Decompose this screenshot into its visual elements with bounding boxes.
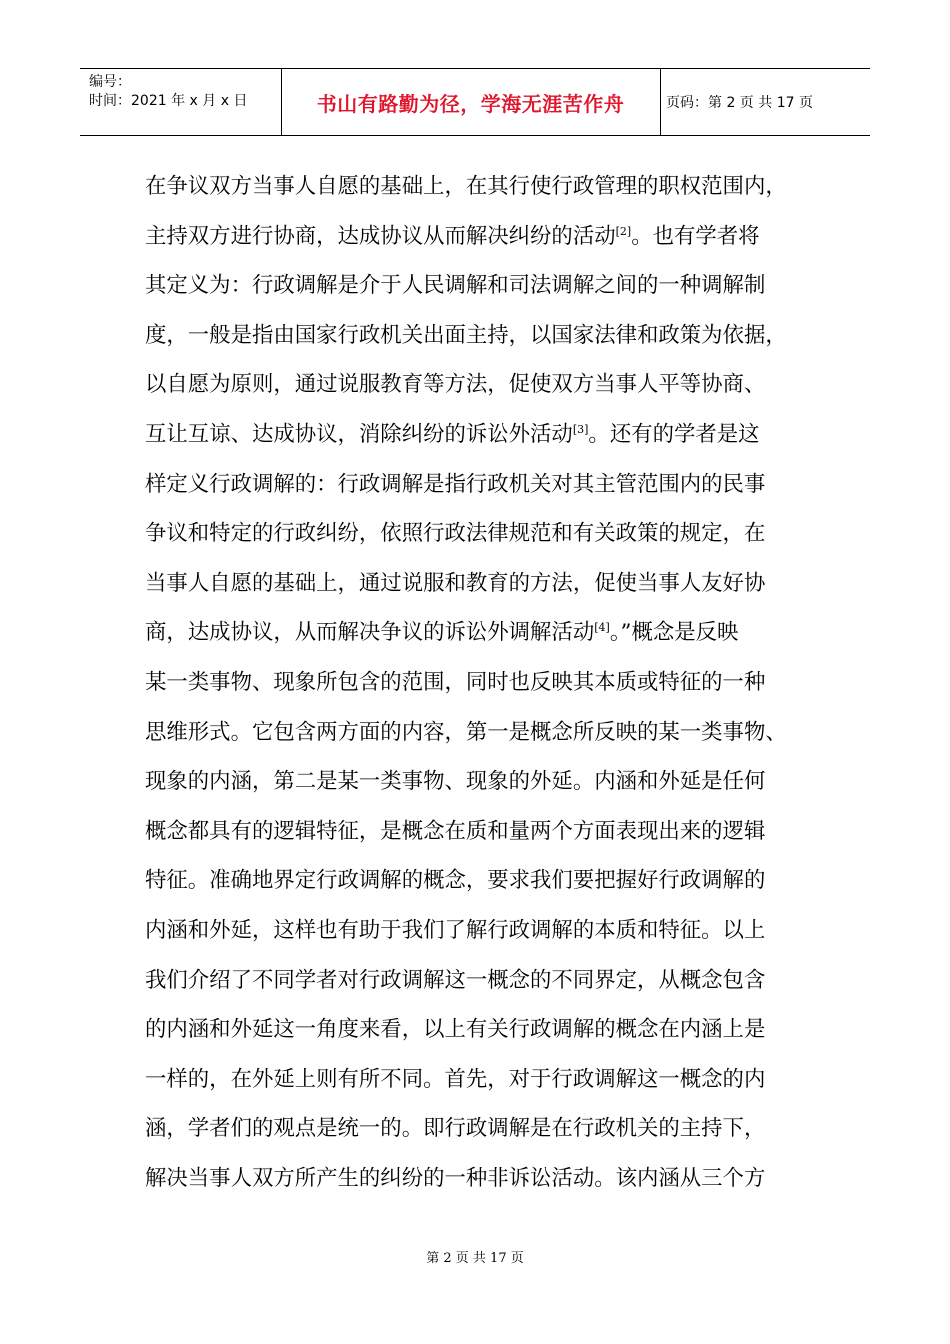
text-line [145, 162, 815, 212]
text-line-main: 以自愿为原则，通过说服教育等方法，促使双方当事人平等协商、 [145, 372, 766, 398]
header-page-info: 页码：第 2 页 共 17 页 [666, 95, 813, 111]
text-line [145, 906, 815, 956]
text-line [145, 757, 815, 807]
text-line [145, 1055, 815, 1105]
header-divider [660, 69, 661, 135]
text-line-main: 当事人自愿的基础上，通过说服和教育的方法，促使当事人友好协 [145, 570, 766, 596]
text-line [145, 360, 815, 410]
text-line [145, 212, 815, 262]
text-line-main: 涵，学者们的观点是统一的。即行政调解是在行政机关的主持下， [145, 1116, 766, 1142]
text-line-main: 主持双方进行协商，达成协议从而解决纠纷的活动 [145, 223, 616, 249]
text-line-main: 概念都具有的逻辑特征，是概念在质和量两个方面表现出来的逻辑 [145, 818, 766, 844]
body-paragraph [145, 162, 815, 1203]
text-line-main: 争议和特定的行政纠纷，依照行政法律规范和有关政策的规定，在 [145, 521, 766, 547]
text-line-tail: 。还有的学者是这 [588, 421, 760, 447]
text-line-main: 样定义行政调解的：行政调解是指行政机关对其主管范围内的民事 [145, 471, 766, 497]
text-line-main: 在争议双方当事人自愿的基础上，在其行使行政管理的职权范围内， [145, 174, 787, 199]
text-line [145, 658, 815, 708]
text-line-main: 一样的，在外延上则有所不同。首先，对于行政调解这一概念的内 [145, 1066, 766, 1092]
text-line [145, 608, 815, 658]
text-line [145, 410, 815, 460]
text-line [145, 708, 815, 758]
header-meta [89, 73, 247, 111]
text-line-main: 我们介绍了不同学者对行政调解这一概念的不同界定，从概念包含 [145, 967, 766, 993]
text-line [145, 856, 815, 906]
text-line-tail: 。也有学者将 [631, 223, 760, 249]
text-line [145, 1104, 815, 1154]
page-footer: 第 2 页 共 17 页 [426, 1251, 524, 1266]
citation-marker: [3] [572, 422, 589, 436]
text-line-main: 商，达成协议，从而解决争议的诉讼外调解活动 [145, 620, 595, 646]
number-label: 编号： [89, 74, 131, 90]
text-line [145, 311, 815, 361]
text-line-main: 其定义为：行政调解是介于人民调解和司法调解之间的一种调解制 [145, 273, 766, 299]
text-line [145, 807, 815, 857]
text-line [145, 460, 815, 510]
text-line-main: 某一类事物、现象所包含的范围，同时也反映其本质或特征的一种 [145, 669, 766, 695]
text-line [145, 261, 815, 311]
header-motto: 书山有路勤为径，学海无涯苦作舟 [316, 91, 625, 116]
text-line-tail: 。”概念是反映 [609, 620, 739, 646]
text-line-main: 的内涵和外延这一角度来看，以上有关行政调解的概念在内涵上是 [145, 1017, 766, 1043]
citation-marker: [2] [615, 224, 632, 238]
text-line [145, 509, 815, 559]
text-line-main: 思维形式。它包含两方面的内容，第一是概念所反映的某一类事物、 [145, 719, 787, 745]
text-line-main: 互让互谅、达成协议，消除纠纷的诉讼外活动 [145, 421, 573, 447]
text-line-main: 现象的内涵，第二是某一类事物、现象的外延。内涵和外延是任何 [145, 769, 766, 795]
document-header [80, 68, 870, 136]
text-line-main: 特征。准确地界定行政调解的概念，要求我们要把握好行政调解的 [145, 868, 766, 894]
text-line-main: 解决当事人双方所产生的纠纷的一种非诉讼活动。该内涵从三个方 [145, 1165, 766, 1191]
text-line [145, 956, 815, 1006]
text-line [145, 1005, 815, 1055]
citation-marker: [4] [594, 621, 610, 635]
text-line-main: 度，一般是指由国家行政机关出面主持，以国家法律和政策为依据， [145, 322, 787, 348]
time-label: 时间：2021 年 x 月 x 日 [89, 93, 248, 109]
text-line-main: 内涵和外延，这样也有助于我们了解行政调解的本质和特征。以上 [145, 917, 766, 943]
text-line [145, 1154, 815, 1204]
text-line [145, 559, 815, 609]
